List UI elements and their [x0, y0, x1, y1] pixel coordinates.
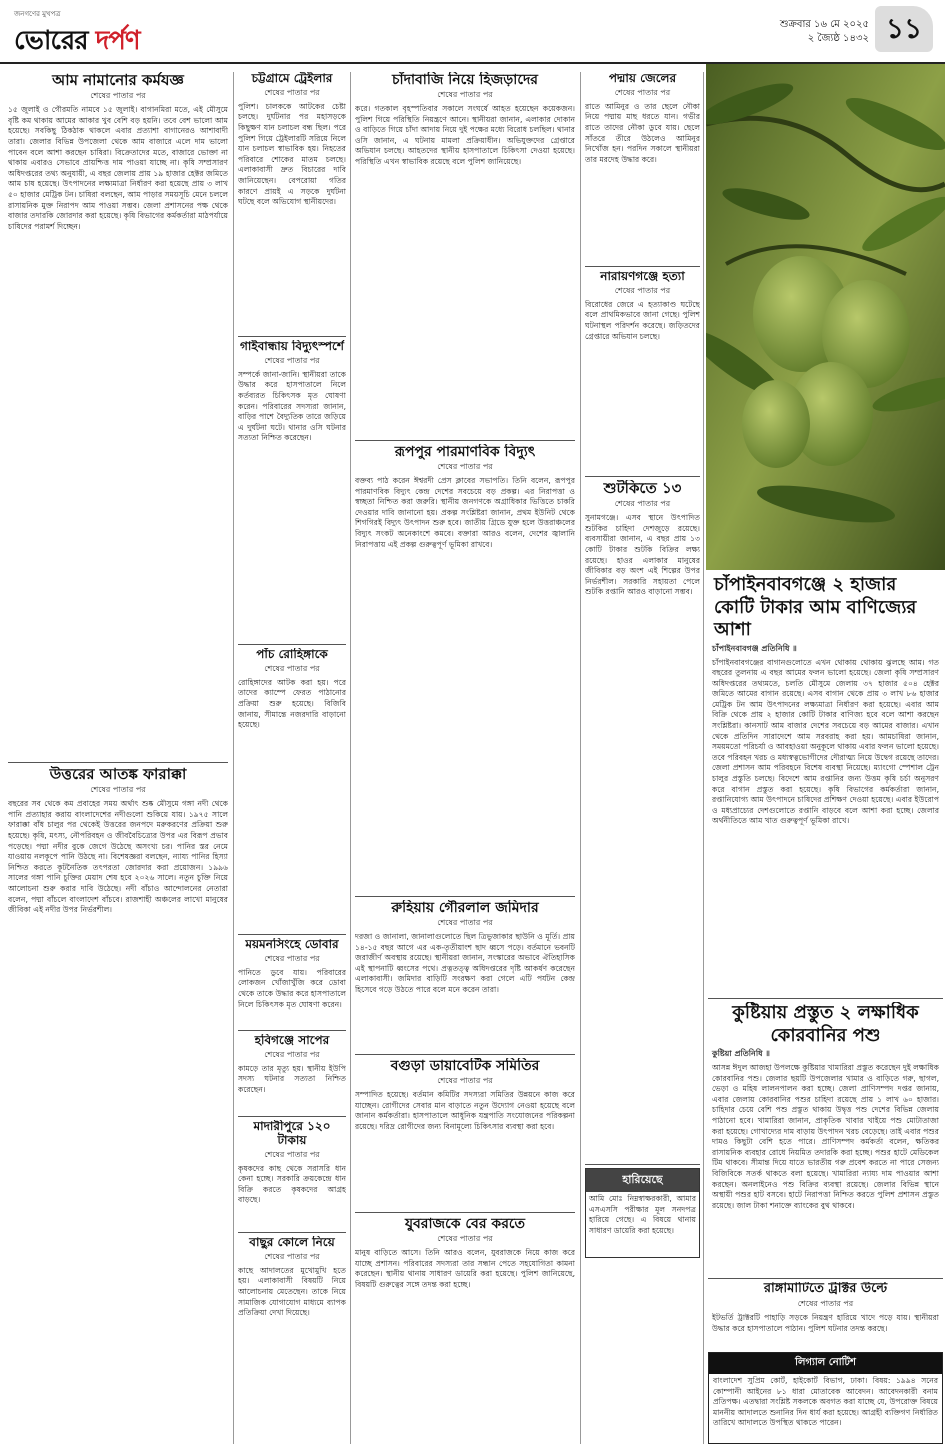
story-headline: চাঁদাবাজি নিয়ে হিজড়াদের [391, 72, 538, 88]
story-madaripur [238, 1120, 346, 1228]
divider [238, 644, 346, 645]
story-body: কৃষকদের কাছ থেকে সরাসরি ধান কেনা হচ্ছে। সরকারি ক্রয়কেন্দ্রে ধান বিক্রি করতে কৃষকদের আগ্রহ বাড়ছে। [238, 1163, 346, 1205]
story-byline: শেষের পাতার পর [437, 918, 493, 928]
newspaper-logo [14, 8, 140, 64]
story-byline: শেষের পাতার পর [264, 663, 320, 673]
story-chapai-mango [708, 574, 943, 994]
logo-word-1: ভোরের [14, 26, 88, 56]
story-byline: শেষের পাতার পর [264, 1049, 320, 1059]
story-byline: শেষের পাতার পর [797, 1298, 854, 1308]
lost-notice-title: হারিয়েছে [586, 1169, 699, 1192]
story-body: বক্তব্য পাঠ করেন ঈশ্বরদী প্রেস ক্লাবের সভাপতি। তিনি বলেন, রূপপুর পারমাণবিক বিদ্যুৎ কেন্দ্র দেশের সবচেয়ে বড় প্রকল্প। এর নিরাপত্তা ও স্বচ্ছতা নিশ্চিত করা জরুরি। স্থানীয় জনগণকে অগ্রাধিকার ভিত্তিতে চাকরি দেওয়ার দাবি জানানো হয়। প্রকল্প সংশ্লিষ্টরা জানান, প্রথম ইউনিট থেকে শিগগিরই বিদ্যুৎ উৎপাদন শুরু হবে। জাতীয় গ্রিডে যুক্ত হলে উত্তরাঞ্চলের বিদ্যুৎ সংকট অনেকাংশে কমবে। বক্তারা আরও বলেন, দেশের জ্বালানি নিরাপত্তায় এই প্রকল্প গুরুত্বপূর্ণ ভূমিকা রাখবে। [355, 476, 575, 549]
story-headline: পাঁচ রোহিঙ্গাকে [256, 648, 328, 661]
masthead [0, 0, 945, 64]
story-body: রাতে আমিনুর ও তার ছেলে নৌকা নিয়ে পদ্মায় মাছ ধরতে যান। গভীর রাতে তাদের নৌকা ডুবে যায়। ছেলে সাঁতরে তীরে উঠলেও আমিনুর নিখোঁজ হন। পরদিন সকালে স্থানীয়রা তার মরদেহ উদ্ধার করে। [585, 101, 700, 164]
divider [238, 934, 346, 935]
column-rule [233, 72, 234, 1444]
column-rule [703, 72, 704, 1444]
story-body: বিরোধের জেরে এ হত্যাকাণ্ড ঘটেছে বলে প্রাথমিকভাবে জানা গেছে। পুলিশ ঘটনাস্থল পরিদর্শন করেছে। জড়িতদের গ্রেপ্তারে অভিযান চলছে। [585, 299, 700, 341]
story-byline: চাঁপাইনবাবগঞ্জ প্রতিনিধি ॥ [712, 643, 797, 653]
story-byline: শেষের পাতার পর [437, 1234, 493, 1244]
story-byline: শেষের পাতার পর [614, 499, 671, 509]
logo-wordmark [14, 20, 140, 64]
story-rooppur [355, 444, 575, 892]
story-rangamati [708, 1282, 943, 1348]
story-body: চাঁপাইনবাবগঞ্জের বাগানগুলোতে এখন থোকায় থোকায় ঝুলছে আম। গত বছরের তুলনায় এ বছর আমের ফলন ভালো হয়েছে। জেলা কৃষি সম্প্রসারণ অধিদপ্তরের তথ্যমতে, চলতি মৌসুমে জেলায় ৩৭ হাজার ৫০৪ হেক্টর জমিতে আমের বাগান রয়েছে। এসব বাগান থেকে প্রায় ৩ লাখ ৮৬ হাজার মেট্রিক টন আম উৎপাদনের লক্ষ্যমাত্রা নির্ধারণ করা হয়েছে। এবার আম বিক্রি থেকে প্রায় ২ হাজার কোটি টাকার বাণিজ্য হবে বলে আশা করছেন সংশ্লিষ্টরা। কানসাট আম বাজার দেশের সবচেয়ে বড় আমের বাজার। এখান থেকে প্রতিদিন সারাদেশে আম সরবরাহ করা হয়। আমচাষিরা জানান, সময়মতো পরিচর্যা ও আবহাওয়া অনুকূলে থাকায় এবার ফলন ভালো হয়েছে। তবে পরিবহন খরচ ও মধ্যস্বত্বভোগীদের দৌরাত্ম্য নিয়ে উদ্বেগ রয়েছে তাদের। জেলা প্রশাসন আম পরিবহনে বিশেষ ব্যবস্থা নিয়েছে। ম্যাংগো স্পেশাল ট্রেন চালুর প্রস্তুতি চলছে। বিদেশে আম রপ্তানির জন্য উত্তম কৃষি চর্চা অনুসরণ করে বাগান প্রস্তুত করা হয়েছে। কৃষি বিভাগের কর্মকর্তারা জানান, রপ্তানিযোগ্য আম উৎপাদনে চাষিদের প্রশিক্ষণ দেওয়া হয়েছে। এবার ইউরোপ ও মধ্যপ্রাচ্যের দেশগুলোতে রপ্তানি বাড়বে বলে আশা করা হচ্ছে। জেলার অর্থনীতিতে আম খাত গুরুত্বপূর্ণ ভূমিকা রাখে। [712, 657, 939, 826]
story-byline: শেষের পাতার পর [264, 953, 320, 963]
story-body: পুলিশ। চালককে আটকের চেষ্টা চলছে। দুর্ঘটনার পর মহাসড়কে কিছুক্ষণ যান চলাচল বন্ধ ছিল। পরে পুলিশ গিয়ে ট্রেইলারটি সরিয়ে নিলে যান চলাচল স্বাভাবিক হয়। নিহতের পরিবারে শোকের মাতম চলছে। এলাকাবাসী দ্রুত বিচারের দাবি জানিয়েছেন। বেপরোয়া গতির কারণে প্রায়ই এ সড়কে দুর্ঘটনা ঘটছে বলে অভিযোগ স্থানীয়দের। [238, 101, 346, 207]
story-byline: শেষের পাতার পর [437, 1076, 493, 1086]
story-calf [238, 1236, 346, 1442]
divider [238, 1232, 346, 1233]
story-byline: শেষের পাতার পর [437, 462, 493, 472]
story-byline: শেষের পাতার পর [90, 785, 146, 795]
story-headline: বাছুর কোলে নিয়ে [249, 1236, 335, 1249]
column-rule [580, 72, 581, 1444]
story-body: মানুষ বাড়িতে আসে। তিনি আরও বলেন, যুবরাজকে নিয়ে কাজ করে যাচ্ছে প্রশাসন। পরিবারের সদস্যরা তার সন্ধান পেতে সহযোগিতা কামনা করেছেন। স্থানীয় থানায় সাধারণ ডায়েরি করা হয়েছে। পুলিশ জানিয়েছে, বিষয়টি গুরুত্বের সঙ্গে তদন্ত করা হচ্ছে। [355, 1248, 575, 1289]
story-headline: রুহিয়ায় গৌরলাল জমিদার [391, 900, 539, 916]
story-gaibandha [238, 340, 346, 640]
story-kushtia-cattle [708, 1002, 943, 1274]
story-five-rohingya [238, 648, 346, 930]
story-body: বছরের সব থেকে কম প্রবাহের সময় অর্থাৎ শুষ্ক মৌসুমে গঙ্গা নদী থেকে পানি প্রত্যাহার করায় বাংলাদেশের নদীগুলো শুকিয়ে যায়। ১৯৭৫ সালে ফারাক্কা বাঁধ চালুর পর থেকেই উত্তরের জনপদে মরুকরণের প্রক্রিয়া শুরু হয়েছে। কৃষি, মৎস্য, নৌপরিবহন ও জীববৈচিত্র্যের উপর এর বিরূপ প্রভাব পড়েছে। পদ্মা নদীর বুকে জেগে উঠেছে অসংখ্য চর। পানির স্তর নেমে যাওয়ায় নলকূপে পানি উঠছে না। বিশেষজ্ঞরা বলছেন, ন্যায্য পানির হিস্যা নিশ্চিত করতে কূটনৈতিক তৎপরতা জোরদার করা প্রয়োজন। ১৯৯৬ সালের গঙ্গা পানি চুক্তির মেয়াদ শেষ হবে ২০২৬ সালে। নতুন চুক্তি নিয়ে আলোচনা শুরু করার দাবি উঠেছে। নদী বাঁচাও আন্দোলনের নেতারা বলেন, পদ্মা বাঁচলে বাংলাদেশ বাঁচবে। রাজশাহী অঞ্চলের লাখো মানুষের জীবিকা এই নদীর উপর নির্ভরশীল। [8, 799, 228, 915]
story-byline: শেষের পাতার পর [264, 87, 320, 97]
legal-notice [708, 1352, 943, 1444]
mango-tree-photo [706, 64, 945, 570]
divider [585, 476, 700, 477]
divider [238, 1116, 346, 1117]
lead-headline: কুষ্টিয়ায় প্রস্তুত ২ লক্ষাধিক কোরবানির পশু [732, 1002, 919, 1046]
story-mymensingh [238, 938, 346, 1026]
story-padma-fishermen [585, 72, 700, 262]
logo-word-2: দর্পণ [95, 26, 140, 56]
story-body: সম্পর্কে জানা-জানি। স্থানীয়রা তাকে উদ্ধার করে হাসপাতালে নিলে কর্তব্যরত চিকিৎসক মৃত ঘোষণা করেন। পরিবারের সদস্যরা জানান, বাড়ির পাশে বৈদ্যুতিক তারে জড়িয়ে এ দুর্ঘটনা ঘটে। থানার ওসি ঘটনার সত্যতা নিশ্চিত করেছেন। [238, 369, 346, 443]
date-english: শুক্রবার ১৬ মে ২০২৫ [779, 19, 869, 30]
story-byline: শেষের পাতার পর [437, 90, 493, 100]
story-headline: নারায়ণগঞ্জে হত্যা [600, 270, 685, 283]
dateline [780, 18, 869, 46]
story-headline: গাইবান্ধায় বিদ্যুৎস্পর্শে [240, 340, 344, 353]
date-bangla: ২ জ্যৈষ্ঠ ১৪৩২ [807, 33, 869, 44]
story-body: ১৫ জুলাই ও গৌরমতি নামবে ১৫ জুলাই। বাগানমিরা মতে, এই মৌসুমে বৃষ্টি কম থাকায় আমের আকার খুব বেশি বড় হয়নি। তবে বেশ ভালো আম হয়েছে। সবকিছু ঠিকঠাক থাকলে এবার প্রত্যাশা বাগানেরও আশাবাদী তারা। জেলার বিভিন্ন উপজেলা থেকে আম বাজারে এলে দাম ভালো পাবেন বলে আশা করছেন চাষিরা। বিক্রেতাদের মতে, বাজারে ভোক্তা না থাকায় এবারও সেভাবে প্রায়শ্চিত্ত দাম পাওয়া যাচ্ছে না। কৃষি সম্প্রসারণ অধিদপ্তরের তথ্য অনুযায়ী, এ বছর জেলায় প্রায় ১৯ হাজার হেক্টর জমিতে আম চাষ হয়েছে। উৎপাদনের লক্ষ্যমাত্রা নির্ধারণ করা হয়েছে প্রায় ৩ লাখ ৫০ হাজার মেট্রিক টন। চাষিরা বলছেন, আম পাড়ার সময়সূচি মেনে চললে রাসায়নিক মুক্ত নিরাপদ আম পাওয়া সম্ভব। জেলা প্রশাসনের পক্ষ থেকে বাজার তদারকি জোরদার করা হয়েছে। কৃষি বিভাগের কর্মকর্তারা মাঠপর্যায়ে চাষিদের পরামর্শ দিচ্ছেন। [8, 105, 228, 231]
story-body: ইটভর্তি ট্রাক্টরটি পাহাড়ি সড়কে নিয়ন্ত্রণ হারিয়ে খাদে পড়ে যায়। স্থানীয়রা উদ্ধার করে হাসপাতালে পাঠান। পুলিশ ঘটনার তদন্ত করছে। [712, 1312, 939, 1333]
divider [708, 998, 943, 999]
story-headline: হবিগঞ্জে সাপের [254, 1034, 330, 1047]
story-shutkite [585, 480, 700, 1160]
legal-notice-title: লিগ্যাল নোটিশ [709, 1353, 942, 1374]
lead-headline: চাঁপাইনবাবগঞ্জে ২ হাজার কোটি টাকার আম বাণিজ্যের আশা [714, 574, 917, 640]
story-byline: শেষের পাতার পর [264, 1251, 320, 1261]
story-byline: শেষের পাতার পর [264, 1149, 320, 1159]
story-headline: চট্টগ্রামে ট্রেইলার [251, 72, 333, 85]
story-snake [238, 1034, 346, 1112]
story-extortion [355, 72, 575, 436]
mango-illustration [706, 64, 945, 570]
story-narayanganj [585, 270, 700, 472]
story-headline: ময়মনসিংহে ডোবার [245, 938, 339, 951]
story-byline: শেষের পাতার পর [264, 355, 320, 365]
legal-notice-body: বাংলাদেশ সুপ্রিম কোর্ট, হাইকোর্ট বিভাগ, ঢাকা। বিষয়: ১৯৯৪ সনের কোম্পানী আইনের ৮১ ধারা মোতাবেক আবেদন। আবেদনকারী বনাম প্রতিপক্ষ। এতদ্বারা সংশ্লিষ্ট সকলকে অবগত করা যাচ্ছে যে, উপরোক্ত বিষয়ে মাননীয় আদালতে শুনানির দিন ধার্য করা হয়েছে। আগ্রহী ব্যক্তিগণ নির্ধারিত তারিখে আদালতে উপস্থিত থাকতে পারেন। [713, 1376, 938, 1428]
story-byline: শেষের পাতার পর [90, 91, 146, 101]
story-byline: শেষের পাতার পর [614, 285, 671, 295]
divider [238, 336, 346, 337]
divider [355, 1054, 575, 1055]
story-body: কামড়ে তার মৃত্যু হয়। স্থানীয় ইউপি সদস্য ঘটনার সত্যতা নিশ্চিত করেছেন। [238, 1063, 346, 1094]
story-body: করে। গতকাল বৃহস্পতিবার সকালে সংঘর্ষে আহত হয়েছেন কয়েকজন। পুলিশ গিয়ে পরিস্থিতি নিয়ন্ত্রণে আনে। স্থানীয়রা জানান, এলাকার দোকান ও বাড়িতে গিয়ে চাঁদা আদায় নিয়ে দুই পক্ষের মধ্যে বিরোধ চলছিল। থানার ওসি জানান, এ ঘটনায় মামলা প্রক্রিয়াধীন। অভিযুক্তদের গ্রেপ্তারে অভিযান চলছে। আহতদের স্থানীয় হাসপাতালে চিকিৎসা দেওয়া হয়েছে। পরিস্থিতি এখন স্বাভাবিক রয়েছে বলে পুলিশ জানিয়েছে। [355, 104, 575, 167]
story-body: কাছে আদালতের মুখোমুখি হতে হয়। এলাকাবাসী বিষয়টি নিয়ে আলোচনায় মেতেছেন। তাকে নিয়ে সামাজিক যোগাযোগ মাধ্যমে ব্যাপক প্রতিক্রিয়া দেখা দিয়েছে। [238, 1265, 346, 1318]
story-bogra-diabetic [355, 1058, 575, 1208]
page-number: ১১ [875, 6, 933, 52]
story-chittagong-trailer [238, 72, 346, 332]
story-body: পানিতে ডুবে যায়। পরিবারের লোকজন খোঁজাখুঁজি করে ডোবা থেকে তাকে উদ্ধার করে হাসপাতালে নিলে চিকিৎসক মৃত ঘোষণা করেন। [238, 967, 346, 1009]
divider [355, 1212, 575, 1213]
story-headline: মাদারীপুরে ১২০ টাকায় [253, 1120, 331, 1147]
divider [585, 1164, 700, 1165]
story-headline: উত্তরের আতঙ্ক ফারাক্কা [49, 766, 187, 783]
story-mango-work [8, 72, 228, 758]
divider [238, 1030, 346, 1031]
story-headline: রাঙ্গামাটিতে ট্রাক্টর উল্টে [763, 1282, 888, 1296]
story-body: দরজা ও জানালা, জানালাগুলোতে ছিল ত্রিভুজাকার ছাউনি ও মূর্তি। প্রায় ১৪-১৫ বছর আগে এর এক-তৃতীয়াংশ ছাদ ধ্বসে পড়ে। বর্তমানে ভবনটি জরাজীর্ণ অবস্থায় রয়েছে। স্থানীয়রা জানান, সংস্কারের অভাবে ঐতিহাসিক এই স্থাপনাটি ধ্বংসের পথে। প্রত্নতত্ত্ব অধিদপ্তরের দৃষ্টি আকর্ষণ করেছেন এলাকাবাসী। জমিদার বাড়িটি সংরক্ষণ করা গেলে এটি পর্যটন কেন্দ্র হিসেবে গড়ে উঠতে পারে বলে মনে করেন তারা। [355, 932, 575, 995]
column-rule [350, 72, 351, 1444]
story-headline: রূপপুর পারমাণবিক বিদ্যুৎ [394, 444, 536, 460]
divider [355, 440, 575, 441]
divider [708, 1278, 943, 1279]
divider [8, 762, 228, 763]
story-youth-missing [355, 1216, 575, 1442]
story-headline: যুবরাজকে বের করতে [404, 1216, 526, 1232]
story-byline: কুষ্টিয়া প্রতিনিধি ॥ [712, 1049, 770, 1058]
divider [355, 896, 575, 897]
story-farakka [8, 766, 228, 1442]
story-body: রোহিঙ্গাদের আটক করা হয়। পরে তাদের ক্যাম্পে ফেরত পাঠানোর প্রক্রিয়া শুরু হয়েছে। বিজিবি জানায়, সীমান্তে নজরদারি বাড়ানো হয়েছে। [238, 677, 346, 730]
logo-tagline: জনগণের মুখপত্র [14, 10, 61, 18]
story-headline: পদ্মায় জেলের [608, 72, 677, 85]
story-headline: বগুড়া ডায়াবেটিক সমিতির [390, 1058, 540, 1074]
story-headline: শুটকিতে ১৩ [603, 480, 682, 497]
story-headline: আম নামানোর কর্মযজ্ঞ [52, 72, 184, 89]
story-body: আসন্ন ঈদুল আজহা উপলক্ষে কুষ্টিয়ার খামারিরা প্রস্তুত করেছেন দুই লক্ষাধিক কোরবানির পশু। জেলার ছয়টি উপজেলার খামার ও বাড়িতে গরু, ছাগল, ভেড়া ও মহিষ লালনপালন করা হচ্ছে। জেলা প্রাণিসম্পদ দপ্তর জানায়, এবার জেলায় কোরবানির পশুর চাহিদা রয়েছে প্রায় ১ লাখ ৬০ হাজার। চাহিদার চেয়ে বেশি পশু প্রস্তুত থাকায় উদ্বৃত্ত পশু দেশের বিভিন্ন জেলায় পাঠানো হবে। খামারিরা জানান, প্রাকৃতিক খাবার খাইয়ে পশু মোটাতাজা করা হয়েছে। গোখাদ্যের দাম বাড়ায় উৎপাদন খরচ বেড়েছে। তাই এবার পশুর দামও কিছুটা বেশি হতে পারে। প্রাণিসম্পদ কর্মকর্তা বলেন, ক্ষতিকর রাসায়নিক ব্যবহার রোধে নিয়মিত তদারকি করা হচ্ছে। পশুর হাটে মেডিকেল টিম থাকবে। সীমান্ত দিয়ে যাতে ভারতীয় গরু প্রবেশ করতে না পারে সেজন্য বিজিবিকে সতর্ক থাকতে বলা হয়েছে। খামারিরা ন্যায্য দাম পাওয়ার আশা করছেন। অনলাইনেও পশু বিক্রির ব্যবস্থা রয়েছে। জেলার বিভিন্ন স্থানে অস্থায়ী পশুর হাট বসবে। হাটে নিরাপত্তা নিশ্চিত করতে পুলিশ প্রশাসন প্রস্তুত রয়েছে। জাল টাকা শনাক্তে ব্যাংকের বুথ থাকবে। [712, 1063, 939, 1210]
story-body: সম্পাদিত হয়েছে। বর্তমান কমিটির সদস্যরা সমিতির উন্নয়নে কাজ করে যাচ্ছেন। রোগীদের সেবার মান বাড়াতে নতুন উদ্যোগ নেওয়া হয়েছে বলে জানান কর্মকর্তারা। হাসপাতালে আধুনিক যন্ত্রপাতি সংযোজনের পরিকল্পনা রয়েছে। দরিদ্র রোগীদের জন্য বিনামূল্যে চিকিৎসার ব্যবস্থা করা হবে। [355, 1090, 575, 1131]
lost-notice-body: আমি মোঃ নিম্নস্বাক্ষরকারী, আমার এসএসসি পরীক্ষার মূল সনদপত্র হারিয়ে গেছে। এ বিষয়ে থানায় সাধারণ ডায়েরি করা হয়েছে। [589, 1194, 696, 1235]
story-body: সুনামগঞ্জে। এসব স্থানে উৎপাদিত শুটকির চাহিদা দেশজুড়ে রয়েছে। ব্যবসায়ীরা জানান, এ বছর প্রায় ১৩ কোটি টাকার শুটকি বিক্রির লক্ষ্য রয়েছে। হাওর এলাকার মানুষের জীবিকার বড় অংশ এই শিল্পের উপর নির্ভরশীল। সরকারি সহায়তা পেলে শুটকি রপ্তানি আরও বাড়ানো সম্ভব। [585, 513, 700, 597]
story-ruhia-zamindar [355, 900, 575, 1050]
divider [585, 266, 700, 267]
story-byline: শেষের পাতার পর [614, 87, 671, 97]
lost-notice [585, 1168, 700, 1258]
